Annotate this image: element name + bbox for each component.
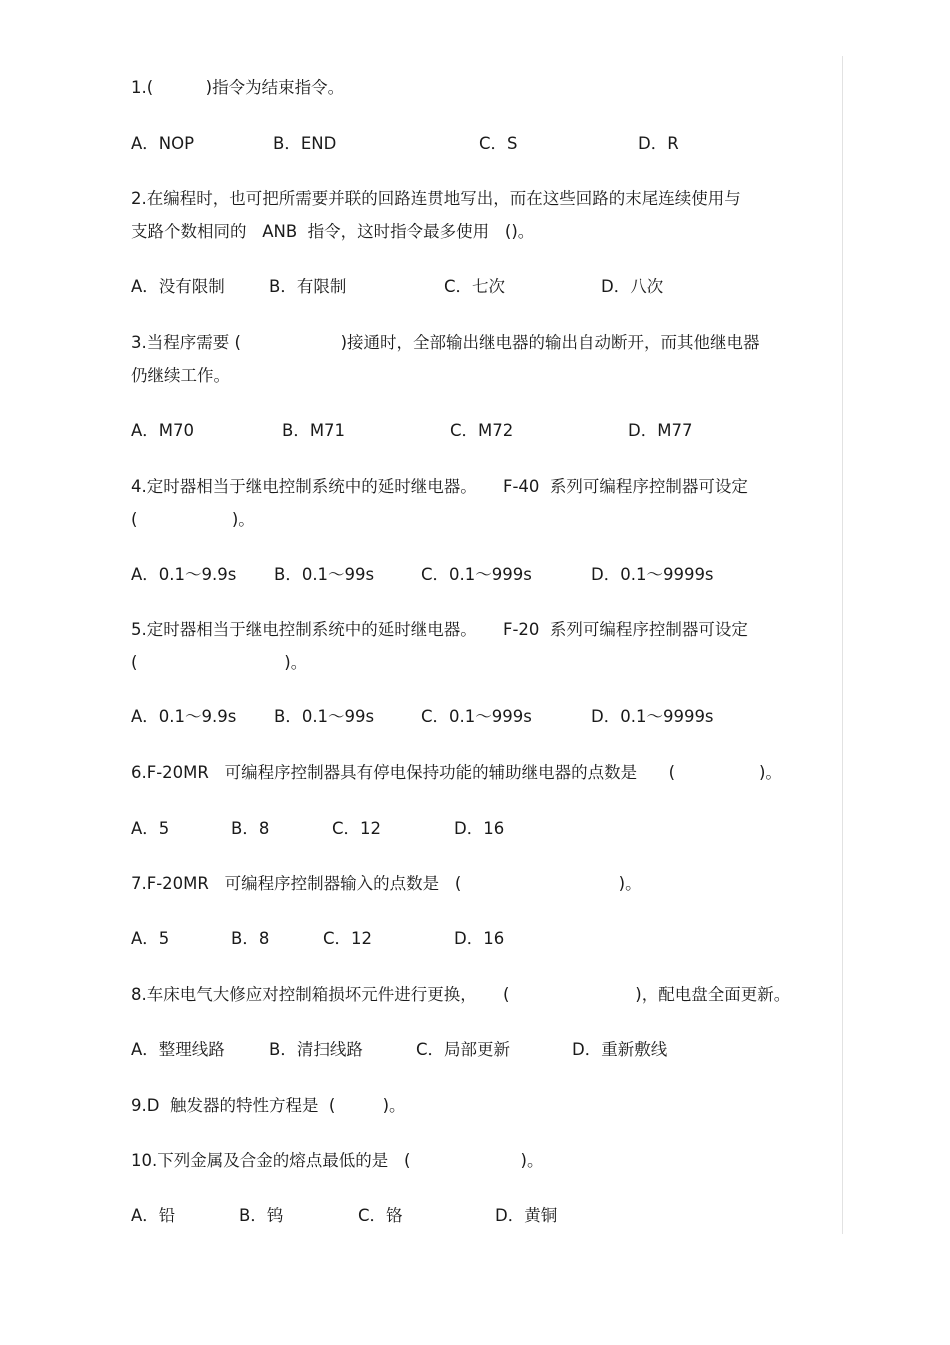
question-8-option-d: D．重新敷线 bbox=[572, 1040, 668, 1059]
question-4-option-d: D．0.1～9999s bbox=[591, 565, 714, 584]
question-7-option-d: D．16 bbox=[454, 929, 505, 948]
question-3-option-b: B．M71 bbox=[282, 421, 346, 440]
question-1-option-d: D．R bbox=[638, 134, 679, 153]
question-1-option-b: B．END bbox=[273, 134, 337, 153]
question-6-text: 6.F-20MR 可编程序控制器具有停电保持功能的辅助继电器的点数是 ( )。 bbox=[131, 763, 782, 782]
page-margin-rule bbox=[842, 56, 843, 1234]
question-1-option-a: A．NOP bbox=[131, 134, 195, 153]
question-10-option-d: D．黄铜 bbox=[495, 1206, 558, 1225]
question-6-option-d: D．16 bbox=[454, 819, 505, 838]
question-2-text-line-1: 2.在编程时，也可把所需要并联的回路连贯地写出，而在这些回路的末尾连续使用与 bbox=[131, 189, 741, 208]
question-3-text-line-1: 3.当程序需要 ( )接通时，全部输出继电器的输出自动断开，而其他继电器 bbox=[131, 333, 760, 352]
question-8-option-a: A．整理线路 bbox=[131, 1040, 225, 1059]
question-10-option-a: A．铅 bbox=[131, 1206, 176, 1225]
question-3-option-d: D．M77 bbox=[628, 421, 693, 440]
question-6-option-a: A．5 bbox=[131, 819, 170, 838]
question-7-option-c: C．12 bbox=[323, 929, 373, 948]
question-10-options bbox=[131, 1206, 558, 1306]
question-2-option-b: B．有限制 bbox=[269, 277, 347, 296]
question-5-text-line-1: 5.定时器相当于继电控制系统中的延时继电器。 F-20 系列可编程序控制器可设定 bbox=[131, 620, 748, 639]
question-3-option-c: C．M72 bbox=[450, 421, 514, 440]
question-8-text: 8.车床电气大修应对控制箱损坏元件进行更换， ( )，配电盘全面更新。 bbox=[131, 985, 791, 1004]
question-7-option-b: B．8 bbox=[231, 929, 270, 948]
question-7-option-a: A．5 bbox=[131, 929, 170, 948]
question-5-option-a: A．0.1～9.9s bbox=[131, 707, 237, 726]
question-8-option-b: B．清扫线路 bbox=[269, 1040, 363, 1059]
question-2-option-c: C．七次 bbox=[444, 277, 506, 296]
question-2-option-d: D．八次 bbox=[601, 277, 664, 296]
question-10-text: 10.下列金属及合金的熔点最低的是 ( )。 bbox=[131, 1151, 544, 1170]
question-1-option-c: C．S bbox=[479, 134, 518, 153]
question-9-text: 9.D 触发器的特性方程是 ( )。 bbox=[131, 1096, 406, 1115]
question-7-text: 7.F-20MR 可编程序控制器输入的点数是 ( )。 bbox=[131, 874, 642, 893]
question-6-option-b: B．8 bbox=[231, 819, 270, 838]
question-5-option-c: C．0.1～999s bbox=[421, 707, 532, 726]
question-4-option-a: A．0.1～9.9s bbox=[131, 565, 237, 584]
question-5-option-b: B．0.1～99s bbox=[274, 707, 375, 726]
question-5-text-line-2: ( )。 bbox=[131, 653, 308, 672]
question-3-text-line-2: 仍继续工作。 bbox=[131, 366, 230, 385]
question-1-text: 1.( )指令为结束指令。 bbox=[131, 78, 345, 97]
question-4-option-b: B．0.1～99s bbox=[274, 565, 375, 584]
question-10-option-c: C．铬 bbox=[358, 1206, 403, 1225]
question-4-text-line-1: 4.定时器相当于继电控制系统中的延时继电器。 F-40 系列可编程序控制器可设定 bbox=[131, 477, 748, 496]
question-4-option-c: C．0.1～999s bbox=[421, 565, 532, 584]
question-2-option-a: A．没有限制 bbox=[131, 277, 225, 296]
question-4-text-line-2: ( )。 bbox=[131, 510, 255, 529]
question-2-text-line-2: 支路个数相同的 ANB 指令，这时指令最多使用 ()。 bbox=[131, 222, 535, 241]
question-8-option-c: C．局部更新 bbox=[416, 1040, 511, 1059]
question-5-option-d: D．0.1～9999s bbox=[591, 707, 714, 726]
question-3-option-a: A．M70 bbox=[131, 421, 195, 440]
question-10-option-b: B．钨 bbox=[239, 1206, 284, 1225]
question-6-option-c: C．12 bbox=[332, 819, 382, 838]
